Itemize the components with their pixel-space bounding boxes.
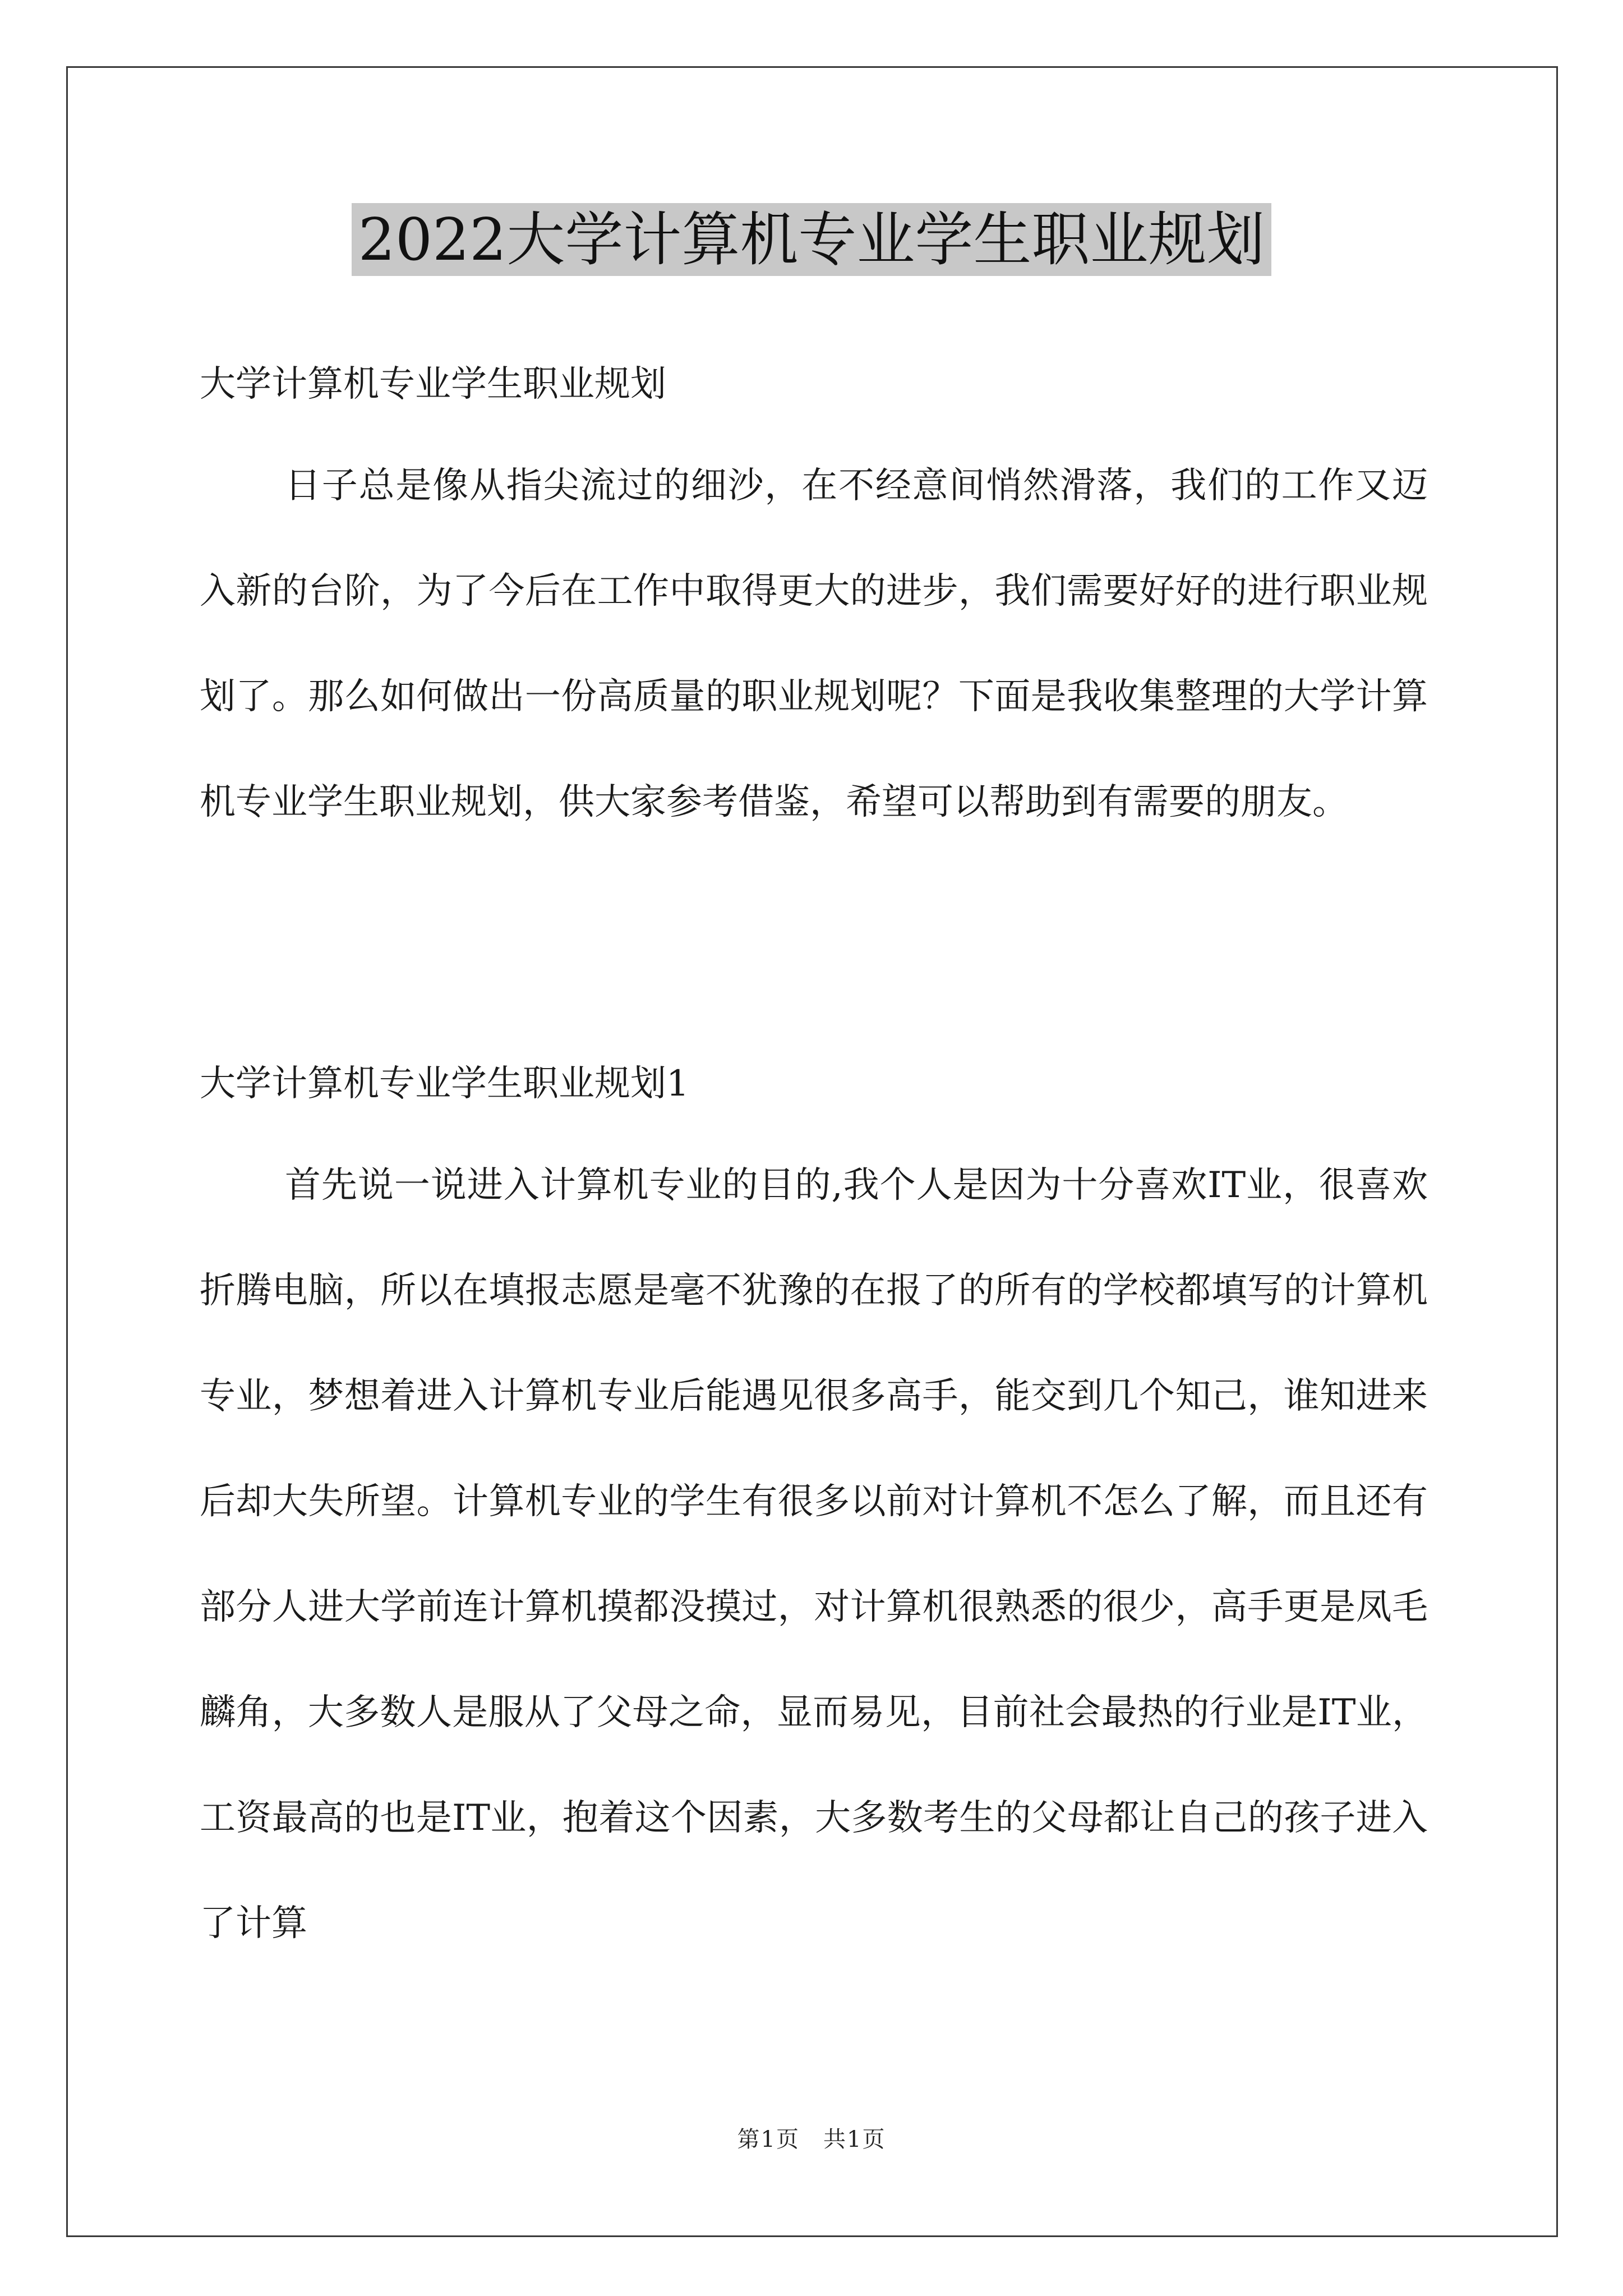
document-subtitle: 大学计算机专业学生职业规划	[200, 364, 666, 405]
document-title	[0, 197, 1623, 282]
intro-paragraph: 日子总是像从指尖流过的细沙，在不经意间悄然滑落，我们的工作又迈入新的台阶，为了今后在工作中取得更大的进步，我们需要好好的进行职业规划了。那么如何做出一份高质量的职业规划呢？下面是我收集整理的大学计算机专业学生职业规划，供大家参考借鉴，希望可以帮助到有需要的朋友。	[200, 465, 1428, 823]
section-paragraph: 首先说一说进入计算机专业的目的,我个人是因为十分喜欢IT业，很喜欢折腾电脑，所以在填报志愿是毫不犹豫的在报了的所有的学校都填写的计算机专业，梦想着进入计算机专业后能遇见很多高手，能交到几个知己，谁知进来后却大失所望。计算机专业的学生有很多以前对计算机不怎么了解，而且还有部分人进大学前连计算机摸都没摸过，对计算机很熟悉的很少，高手更是凤毛麟角，大多数人是服从了父母之命，显而易见，目前社会最热的行业是IT业，工资最高的也是IT业，抱着这个因素，大多数考生的父母都让自己的孩子进入了计算	[200, 1165, 1428, 1944]
page-footer: 第1页 共1页	[737, 2127, 886, 2152]
section-heading: 大学计算机专业学生职业规划1	[200, 1063, 689, 1105]
document-title-text: 2022大学计算机专业学生职业规划	[352, 203, 1272, 276]
